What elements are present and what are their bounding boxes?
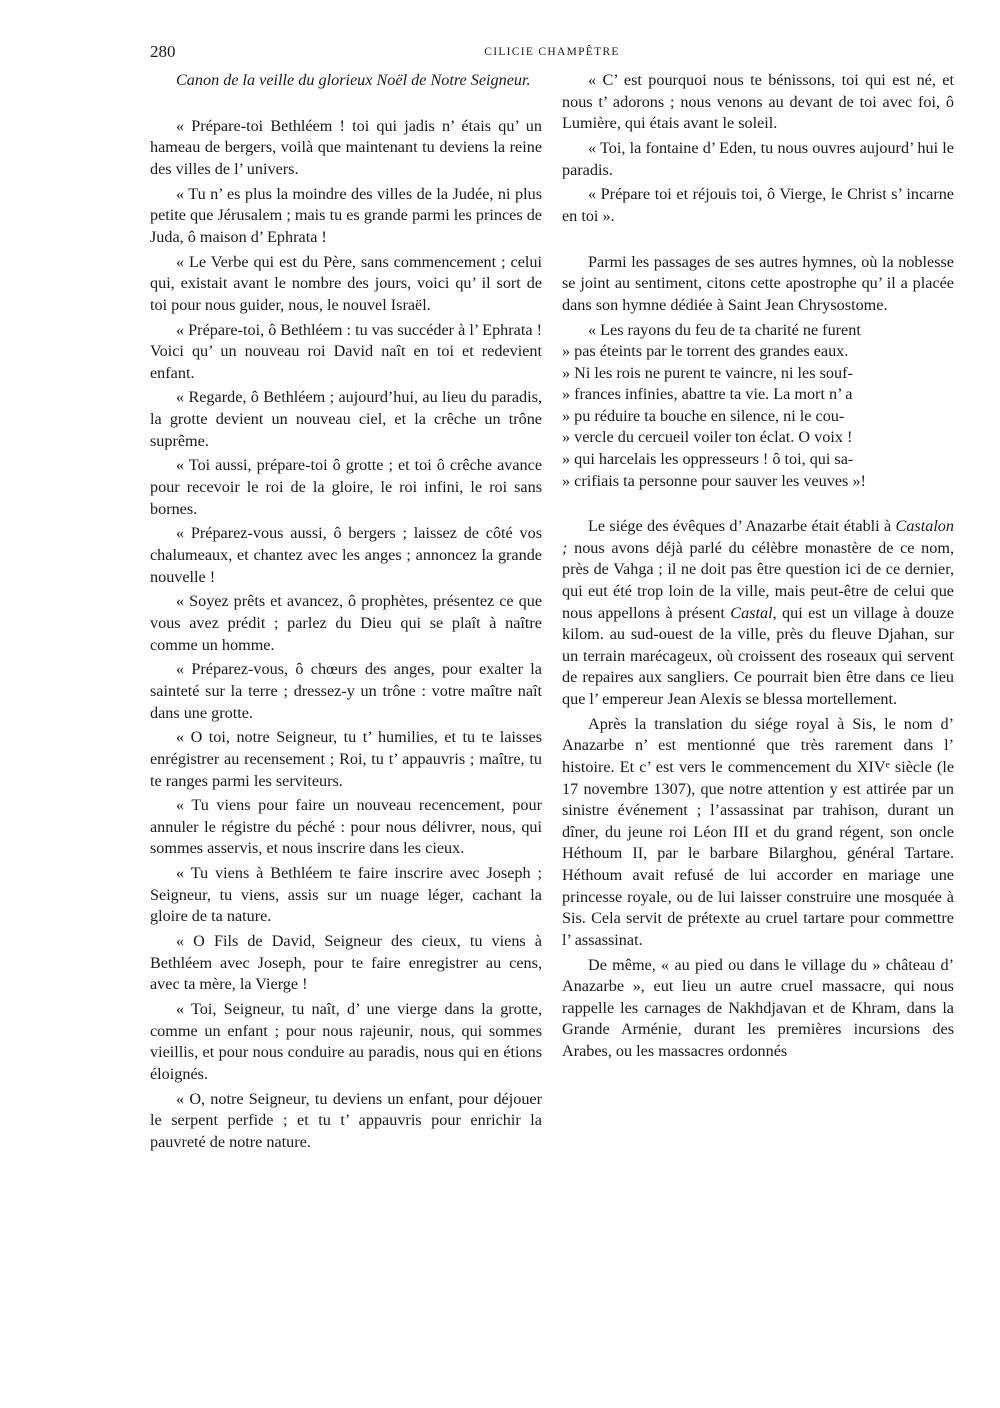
right-column	[562, 70, 954, 1066]
place-name-castal: Castal	[730, 603, 773, 622]
hymn-paragraph: « C’ est pourquoi nous te bénissons, toi qui est né, et nous t’ adorons ; nous venons au devant de toi avec foi, ô Lumière, qui étais avant le soleil.	[562, 71, 954, 133]
quote-line: » Ni les rois ne purent te vaincre, ni les souf-	[562, 363, 853, 382]
paragraph: « Tu viens pour faire un nouveau recencement, pour annuler le régistre du péché : pour nous délivrer, nous, qui sommes asservis, et nous inscrire dans les cieux.	[150, 796, 542, 858]
paragraph: « Préparez-vous aussi, ô bergers ; laissez de côté vos chalumeaux, et chantez avec les anges ; annoncez la grande nouvelle !	[150, 524, 542, 586]
page-header	[150, 42, 954, 66]
canon-heading: Canon de la veille du glorieux Noël de Notre Seigneur.	[176, 71, 531, 89]
intro-paragraph: Parmi les passages de ses autres hymnes, où la noblesse se joint au sentiment, citons cette apostrophe qu’ il a placée dans son hymne dédiée à Saint Jean Chrysostome.	[562, 252, 954, 314]
paragraph: « Toi, Seigneur, tu naît, d’ une vierge dans la grotte, comme un enfant ; pour nous rajeunir, nous, qui sommes vieillis, et pour nous conduire au paradis, nous qui en étions éloignés.	[150, 1000, 542, 1083]
translation-paragraph: Après la translation du siége royal à Sis, le nom d’ Anazarbe n’ est mentionné que très rarement dans l’ histoire. Et c’ est vers le commencement du XIVᵉ siècle (le 17 novembre 1307), que notre attention y est attirée par un sinistre événement ; l’assassinat par trahison, durant un dîner, du jeune roi Léon III et du grand régent, son oncle Héthoum II, par le barbare Bilarghou, général Tartare. Héthoum avait refusé de lui accorder en mariage une princesse royale, ou de lui laisser construire une mosquée à Sis. Cela servit de prétexte au cruel tartare pour commettre l’ assassinat.	[562, 714, 954, 949]
paragraph: « Préparez-vous, ô chœurs des anges, pour exalter la sainteté sur la terre ; dressez-y un trône : votre maître naît dans une grotte.	[150, 660, 542, 722]
quote-line: » pas éteints par le torrent des grandes eaux.	[562, 342, 849, 361]
quote-line: » pu réduire ta bouche en silence, ni le cou-	[562, 406, 845, 425]
paragraph: « Tu viens à Bethléem te faire inscrire avec Joseph ; Seigneur, tu viens, assis sur un nuage léger, cachant la gloire de ta nature.	[150, 864, 542, 926]
running-title: CILICIE CHAMPÊTRE	[484, 46, 620, 58]
paragraph: « Le Verbe qui est du Père, sans commencement ; celui qui, existait avant le nombre des jours, voici qu’ il sort de toi pour nous guider, nous, le nouvel Israël.	[150, 252, 542, 314]
quote-line: » crifiais ta personne pour sauver les veuves »!	[562, 471, 866, 490]
quote-line: » vercle du cercueil voiler ton éclat. O voix !	[562, 428, 853, 447]
text-run: , qui est un village à douze kilom. au sud-ouest de la ville, près du fleuve Djahan, sur un terrain marécageux, où croissent des roseaux qui servent de repaires aux sangliers. Ce pourrait bien être dans ce lieu que l’ empereur Jean Alexis se blessa mortellement.	[562, 603, 954, 708]
quote-line: » qui harcelais les oppresseurs ! ô toi, qui sa-	[562, 450, 854, 469]
paragraph: « O, notre Seigneur, tu deviens un enfant, pour déjouer le serpent perfide ; et tu t’ appauvris pour enrichir la pauvreté de notre nature.	[150, 1089, 542, 1151]
siege-paragraph	[562, 516, 954, 710]
paragraph: « O Fils de David, Seigneur des cieux, tu viens à Bethléem avec Joseph, pour te faire enregistrer au cens, avec ta mère, la Vierge !	[150, 932, 542, 994]
paragraph: « O toi, notre Seigneur, tu t’ humilies, et tu te laisses enrégistrer au recensement ; Roi, tu t’ appauvris ; maître, tu te ranges parmi les serviteurs.	[150, 728, 542, 790]
paragraph: « Prépare-toi Bethléem ! toi qui jadis n’ étais qu’ un hameau de bergers, voilà que maintenant tu deviens la reine des villes de l’ univers.	[150, 116, 542, 178]
paragraph: « Prépare-toi, ô Bethléem : tu vas succéder à l’ Ephrata ! Voici qu’ un nouveau roi David naît en toi et redevient enfant.	[150, 320, 542, 382]
paragraph: « Regarde, ô Bethléem ; aujourd’hui, au lieu du paradis, la grotte devient un nouveau ciel, et la crêche un trône suprême.	[150, 388, 542, 450]
text-run: Le siége des évêques d’ Anazarbe était établi à	[588, 517, 896, 536]
quote-line: « Les rayons du feu de ta charité ne furent	[588, 320, 861, 339]
quote-line: » frances infinies, abattre ta vie. La mort n’ a	[562, 385, 853, 404]
place-name-castalon: Castalon ;	[562, 517, 954, 557]
hymn-paragraph: « Toi, la fontaine d’ Eden, tu nous ouvres aujourd’ hui le paradis.	[562, 138, 954, 179]
massacre-paragraph: De même, « au pied ou dans le village du » château d’ Anazarbe », eut lieu un autre cruel massacre, qui nous rappelle les carnages de Nakhdjavan et de Khram, dans la Grande Arménie, durant les premières incursions des Arabes, ou les massacres ordonnés	[562, 955, 954, 1060]
paragraph: « Tu n’ es plus la moindre des villes de la Judée, ni plus petite que Jérusalem ; mais tu es grande parmi les princes de Juda, ô maison d’ Ephrata !	[150, 184, 542, 246]
hymn-paragraph: « Prépare toi et réjouis toi, ô Vierge, le Christ s’ incarne en toi ».	[562, 185, 954, 225]
left-column	[150, 70, 542, 1157]
paragraph: « Toi aussi, prépare-toi ô grotte ; et toi ô crêche avance pour recevoir le roi de la gloire, le roi infini, le roi sans bornes.	[150, 456, 542, 518]
paragraph: « Soyez prêts et avancez, ô prophètes, présentez ce que vous avez prédit ; parlez du Dieu qui se plaît à naître comme un homme.	[150, 592, 542, 654]
page-number: 280	[150, 42, 176, 61]
text-run: nous avons déjà parlé du célèbre monastère de ce nom, près de Vahga ; il ne doit pas être question ici de ce dernier, qui eut été trop loin de la ville, mais peut-être de celui que nous appellons à présent	[562, 538, 954, 622]
